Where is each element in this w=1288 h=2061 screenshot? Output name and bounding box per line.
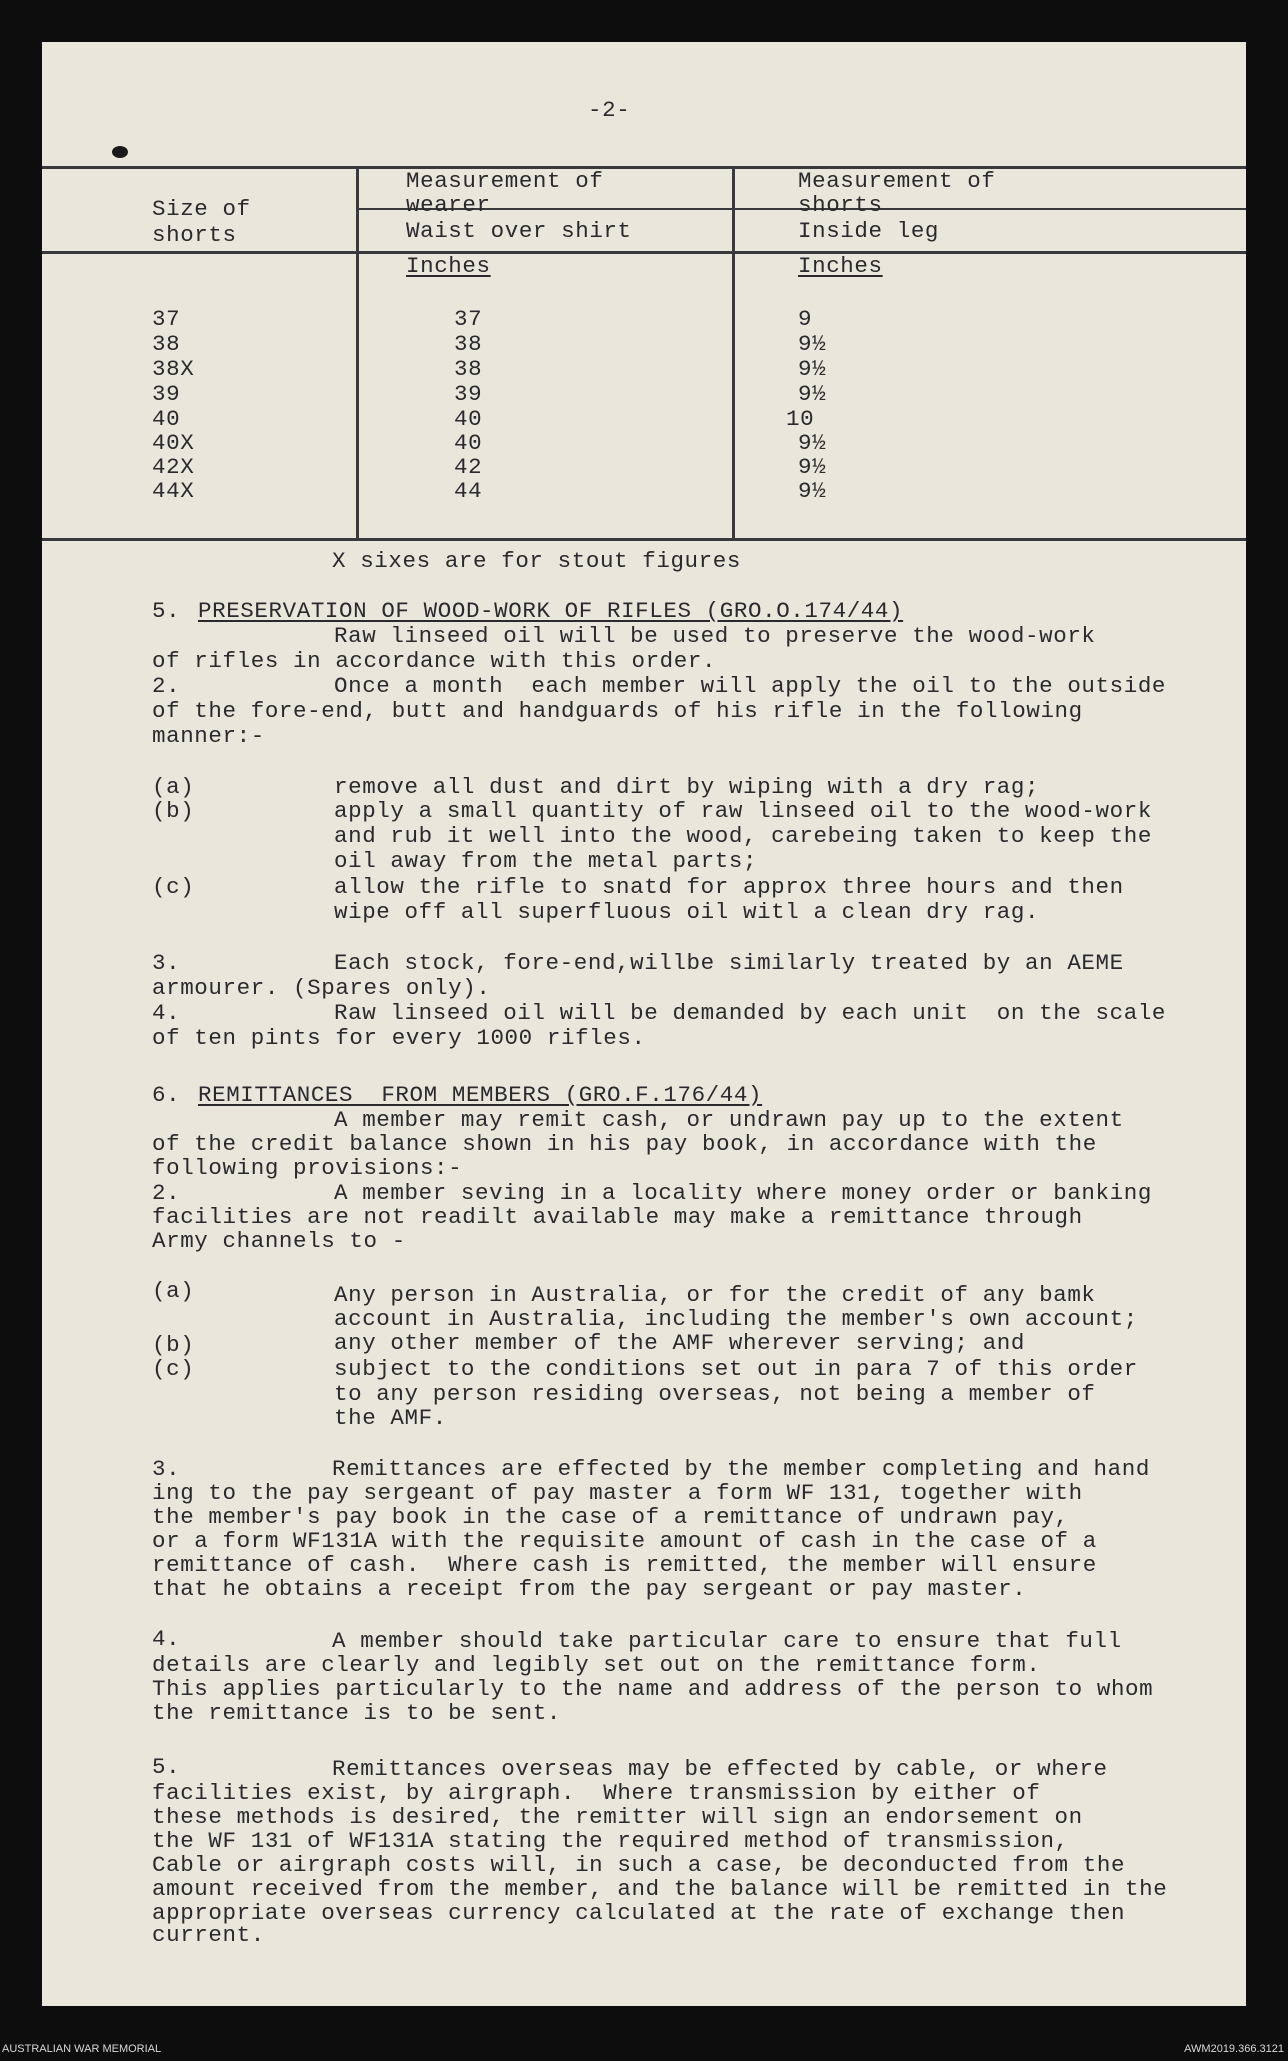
list-item-label: (a) bbox=[152, 774, 195, 800]
table-cell-leg: 9½ bbox=[798, 356, 827, 382]
list-item-text: allow the rifle to snatd for approx three hours and then bbox=[334, 874, 1124, 900]
list-item-label: (c) bbox=[152, 1356, 195, 1382]
list-item-text: remove all dust and dirt by wiping with a dry rag; bbox=[334, 774, 1040, 800]
section6-para3: or a form WF131A with the requisite amount of cash in the case of a bbox=[152, 1528, 1097, 1554]
section6-para3: remittance of cash. Where cash is remitted, the member will ensure bbox=[152, 1552, 1097, 1578]
section5-para3: 3. bbox=[152, 950, 181, 976]
table-cell-waist: 37 bbox=[454, 306, 483, 332]
list-item-label: (a) bbox=[152, 1278, 195, 1304]
list-item-text: the AMF. bbox=[334, 1405, 447, 1431]
section6-para4: the remittance is to be sent. bbox=[152, 1700, 561, 1726]
section6-para5: the WF 131 of WF131A stating the required method of transmission, bbox=[152, 1828, 1069, 1854]
section6-para5: facilities exist, by airgraph. Where transmission by either of bbox=[152, 1780, 1041, 1806]
col2-subheader: Waist over shirt bbox=[406, 218, 632, 244]
section5-para4: of ten pints for every 1000 rifles. bbox=[152, 1025, 646, 1051]
section6-para5: Remittances overseas may be effected by cable, or where bbox=[332, 1756, 1108, 1782]
table-col-divider-2 bbox=[732, 166, 735, 541]
table-cell-size: 44X bbox=[152, 478, 195, 504]
list-item-text: account in Australia, including the member's own account; bbox=[334, 1306, 1138, 1332]
list-item-text: apply a small quantity of raw linseed oil to the wood-work bbox=[334, 798, 1152, 824]
table-cell-size: 40 bbox=[152, 406, 181, 432]
section6-para5: amount received from the member, and the balance will be remitted in the bbox=[152, 1876, 1168, 1902]
section6-line: of the credit balance shown in his pay book, in accordance with the bbox=[152, 1131, 1097, 1157]
section6-para5: these methods is desired, the remitter will sign an endorsement on bbox=[152, 1804, 1083, 1830]
table-cell-waist: 39 bbox=[454, 381, 483, 407]
list-item-label: (c) bbox=[152, 874, 195, 900]
section6-para3: ing to the pay sergeant of pay master a form WF 131, together with bbox=[152, 1480, 1083, 1506]
section5-line: of rifles in accordance with this order. bbox=[152, 648, 717, 674]
section5-line: Raw linseed oil will be used to preserve the wood-work bbox=[334, 623, 1096, 649]
footer-left: AUSTRALIAN WAR MEMORIAL bbox=[2, 2043, 162, 2055]
table-cell-waist: 42 bbox=[454, 454, 483, 480]
section6-para5: Cable or airgraph costs will, in such a case, be deconducted from the bbox=[152, 1852, 1126, 1878]
section6-para3: 3. bbox=[152, 1456, 181, 1482]
section6-para2: A member seving in a locality where money order or banking bbox=[334, 1180, 1152, 1206]
table-subheader-rule bbox=[42, 251, 1246, 254]
table-cell-leg: 9½ bbox=[798, 454, 827, 480]
table-cell-waist: 40 bbox=[454, 406, 483, 432]
col1-header-line2: shorts bbox=[152, 222, 237, 248]
table-note: X sixes are for stout figures bbox=[332, 548, 741, 574]
page-number: -2- bbox=[588, 97, 631, 123]
table-cell-leg: 9½ bbox=[798, 381, 827, 407]
list-item-text: Any person in Australia, or for the credit of any bamk bbox=[334, 1282, 1096, 1308]
section6-line: A member may remit cash, or undrawn pay up to the extent bbox=[334, 1107, 1124, 1133]
list-item-text: to any person residing overseas, not being a member of bbox=[334, 1381, 1096, 1407]
table-cell-leg: 9 bbox=[798, 306, 813, 332]
section6-para5: 5. bbox=[152, 1754, 181, 1780]
table-cell-waist: 38 bbox=[454, 331, 483, 357]
section6-heading: REMITTANCES FROM MEMBERS (GRO.F.176/44) bbox=[198, 1082, 763, 1108]
table-cell-waist: 40 bbox=[454, 430, 483, 456]
section6-para4: A member should take particular care to ensure that full bbox=[332, 1628, 1122, 1654]
col3-unit: Inches bbox=[798, 253, 883, 279]
section5-line: 2. bbox=[152, 673, 181, 699]
section5-heading: PRESERVATION OF WOOD-WORK OF RIFLES (GRO.O.174/44) bbox=[198, 598, 904, 624]
section6-line: following provisions:- bbox=[152, 1155, 463, 1181]
col2-header-line1: Measurement of bbox=[406, 168, 604, 194]
col2-unit: Inches bbox=[406, 253, 491, 279]
table-col-divider-1 bbox=[356, 166, 359, 541]
list-item-label: (b) bbox=[152, 1332, 195, 1358]
section6-para2: Army channels to - bbox=[152, 1228, 406, 1254]
table-cell-leg: 9½ bbox=[798, 430, 827, 456]
section5-line: manner:- bbox=[152, 723, 265, 749]
table-cell-size: 40X bbox=[152, 430, 195, 456]
section6-para4: 4. bbox=[152, 1626, 181, 1652]
section6-para2: 2. bbox=[152, 1180, 181, 1206]
table-cell-leg: 9½ bbox=[798, 331, 827, 357]
document-page bbox=[42, 42, 1246, 2006]
section6-para3: that he obtains a receipt from the pay sergeant or pay master. bbox=[152, 1576, 1027, 1602]
section6-para3: Remittances are effected by the member completing and hand bbox=[332, 1456, 1150, 1482]
section5-number: 5. bbox=[152, 598, 181, 624]
section6-para5: current. bbox=[152, 1922, 265, 1948]
section5-para4: 4. bbox=[152, 1000, 181, 1026]
section6-para4: details are clearly and legibly set out on the remittance form. bbox=[152, 1652, 1041, 1678]
list-item-text: oil away from the metal parts; bbox=[334, 848, 758, 874]
table-cell-waist: 38 bbox=[454, 356, 483, 382]
ink-blot bbox=[112, 146, 128, 158]
table-bottom-rule bbox=[42, 538, 1246, 541]
section6-para2: facilities are not readilt available may make a remittance through bbox=[152, 1204, 1083, 1230]
section6-number: 6. bbox=[152, 1082, 181, 1108]
col1-header-line1: Size of bbox=[152, 196, 251, 222]
col3-header-line2: shorts bbox=[798, 192, 883, 218]
col2-header-line2: wearer bbox=[406, 192, 491, 218]
list-item-text: subject to the conditions set out in para 7 of this order bbox=[334, 1356, 1138, 1382]
section6-para3: the member's pay book in the case of a remittance of undrawn pay, bbox=[152, 1504, 1069, 1530]
table-top-rule bbox=[42, 166, 1246, 169]
table-cell-size: 37 bbox=[152, 306, 181, 332]
table-cell-size: 39 bbox=[152, 381, 181, 407]
section5-para3: armourer. (Spares only). bbox=[152, 975, 491, 1001]
footer-right: AWM2019.366.3121 bbox=[1184, 2043, 1284, 2055]
list-item-text: wipe off all superfluous oil witl a clean dry rag. bbox=[334, 899, 1040, 925]
list-item-label: (b) bbox=[152, 798, 195, 824]
section6-para5: appropriate overseas currency calculated at the rate of exchange then bbox=[152, 1900, 1126, 1926]
list-item-text: and rub it well into the wood, carebeing taken to keep the bbox=[334, 823, 1152, 849]
table-cell-size: 38 bbox=[152, 331, 181, 357]
col3-subheader: Inside leg bbox=[798, 218, 940, 244]
table-cell-leg: 9½ bbox=[798, 478, 827, 504]
table-cell-leg: 10 bbox=[786, 406, 815, 432]
section6-para4: This applies particularly to the name and address of the person to whom bbox=[152, 1676, 1154, 1702]
table-cell-size: 38X bbox=[152, 356, 195, 382]
table-cell-size: 42X bbox=[152, 454, 195, 480]
table-cell-waist: 44 bbox=[454, 478, 483, 504]
list-item-text: any other member of the AMF wherever serving; and bbox=[334, 1330, 1026, 1356]
section5-para4: Raw linseed oil will be demanded by each unit on the scale bbox=[334, 1000, 1167, 1026]
section5-line: of the fore-end, butt and handguards of his rifle in the following bbox=[152, 698, 1083, 724]
section5-para3: Each stock, fore-end,willbe similarly treated by an AEME bbox=[334, 950, 1124, 976]
section5-line: Once a month each member will apply the oil to the outside bbox=[334, 673, 1167, 699]
col3-header-line1: Measurement of bbox=[798, 168, 996, 194]
